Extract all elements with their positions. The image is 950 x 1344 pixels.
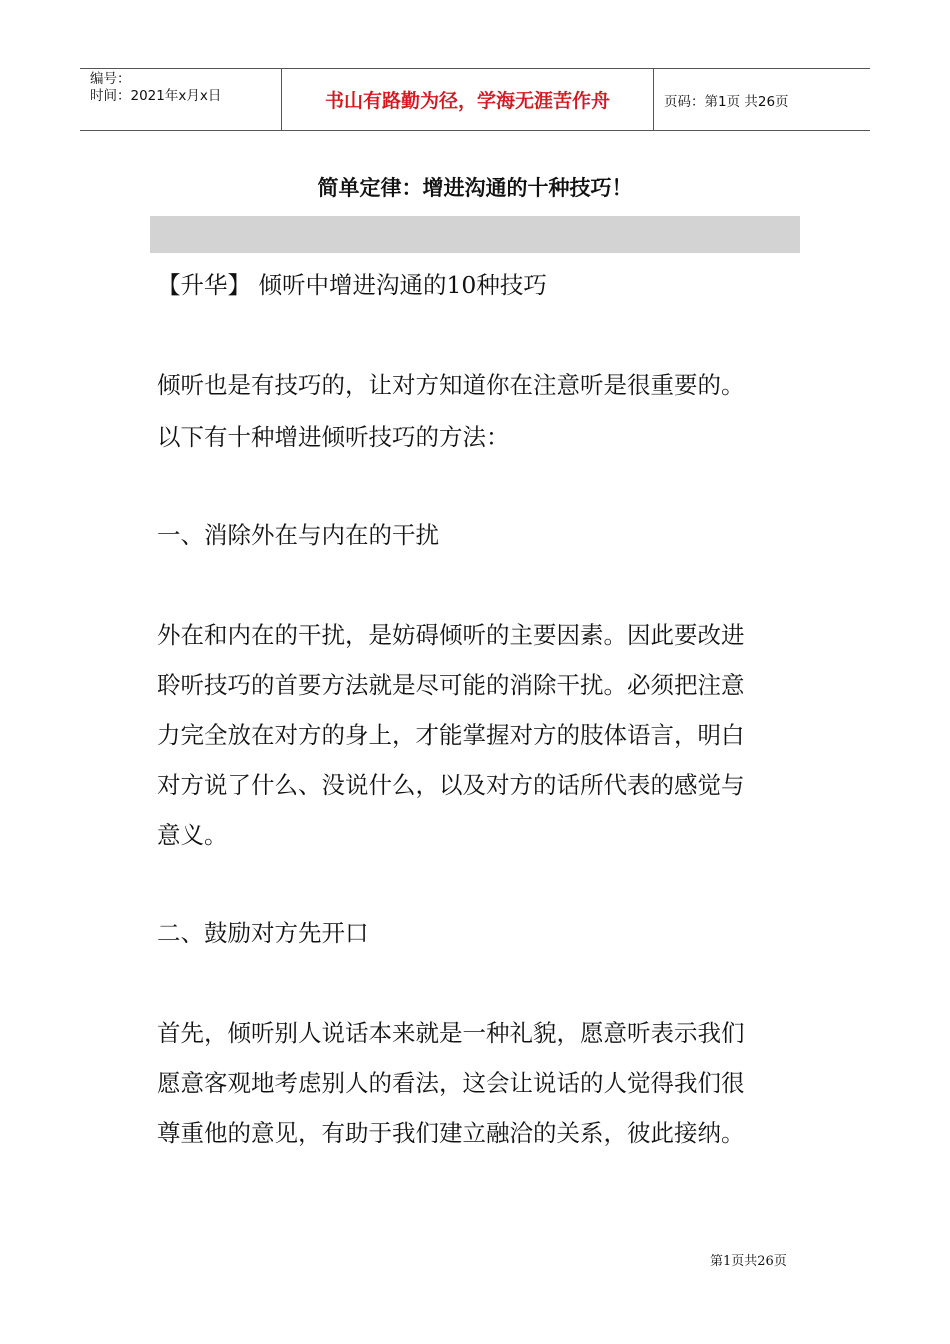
body-line: 【升华】 倾听中增进沟通的10种技巧 [157, 271, 547, 299]
body-line: 力完全放在对方的身上，才能掌握对方的肢体语言，明白 [157, 721, 745, 749]
document-header [80, 68, 870, 131]
body-line: 以下有十种增进倾听技巧的方法： [157, 423, 510, 451]
body-line: 意义。 [157, 821, 228, 849]
number-label: 编号： [90, 71, 131, 87]
header-motto: 书山有路勤为径，学海无涯苦作舟 [282, 69, 654, 130]
header-meta-cell [80, 69, 282, 130]
body-line: 倾听也是有技巧的，让对方知道你在注意听是很重要的。 [157, 371, 745, 399]
header-page-info: 页码：第1页 共26页 [664, 93, 789, 110]
body-line: 愿意客观地考虑别人的看法，这会让说话的人觉得我们很 [157, 1069, 745, 1097]
body-line: 外在和内在的干扰，是妨碍倾听的主要因素。因此要改进 [157, 621, 745, 649]
page-footer: 第1页共26页 [710, 1254, 787, 1269]
body-line: 聆听技巧的首要方法就是尽可能的消除干扰。必须把注意 [157, 671, 745, 699]
document-title: 简单定律：增进沟通的十种技巧！ [317, 176, 633, 200]
body-line: 对方说了什么、没说什么，以及对方的话所代表的感觉与 [157, 771, 745, 799]
section-heading: 一、消除外在与内在的干扰 [157, 521, 439, 549]
body-line: 首先，倾听别人说话本来就是一种礼貌，愿意听表示我们 [157, 1019, 745, 1047]
section-heading: 二、鼓励对方先开口 [157, 919, 369, 947]
body-line: 尊重他的意见，有助于我们建立融洽的关系，彼此接纳。 [157, 1119, 745, 1147]
time-label: 时间：2021年x月x日 [90, 88, 222, 104]
gray-divider-bar [150, 216, 800, 253]
